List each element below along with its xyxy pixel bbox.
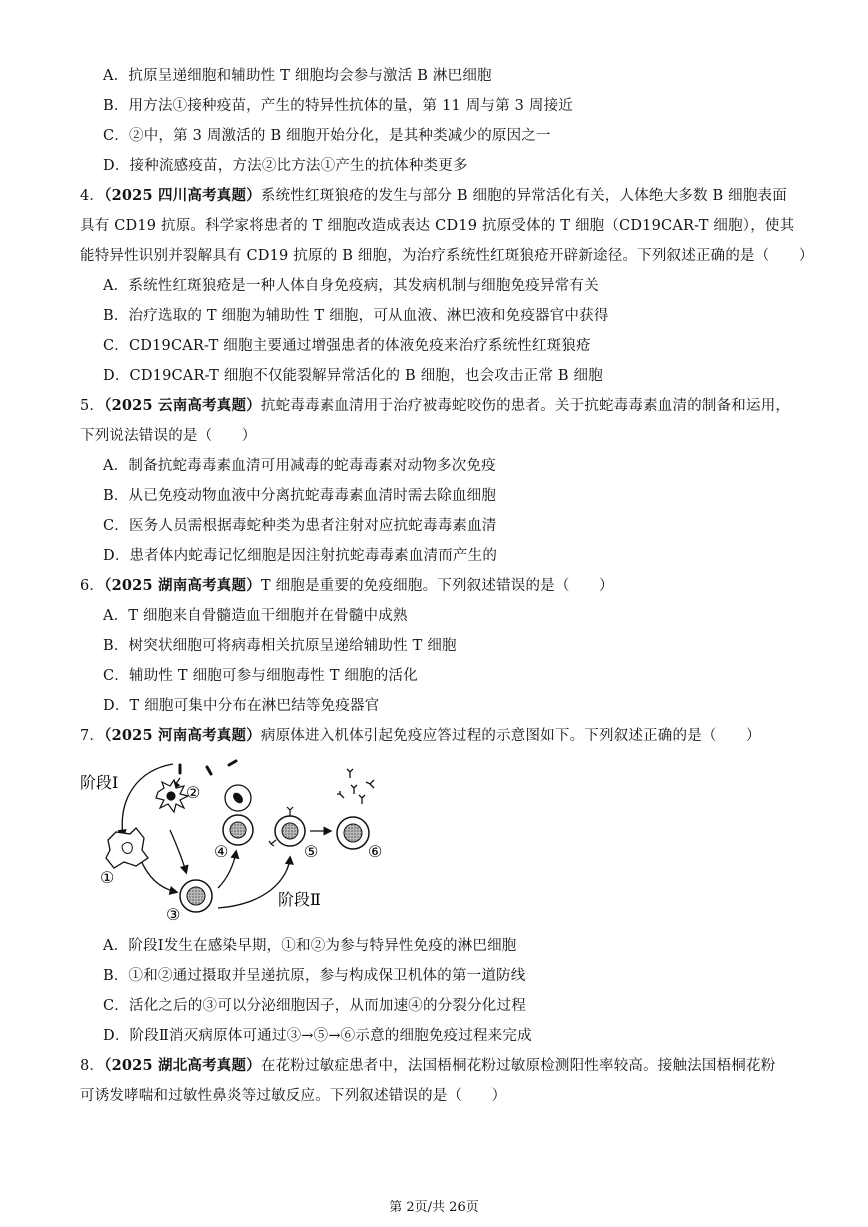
stem-text: 系统性红斑狼疮的发生与部分 B 细胞的异常活化有关，人体绝大多数 B 细胞表面 xyxy=(260,188,787,204)
q6-option-b: B．树突状细胞可将病毒相关抗原呈递给辅助性 T 细胞 xyxy=(103,638,457,654)
q6-option-c: C．辅助性 T 细胞可参与细胞毒性 T 细胞的活化 xyxy=(103,668,418,684)
q3-option-a: A．抗原呈递细胞和辅助性 T 细胞均会参与激活 B 淋巴细胞 xyxy=(103,68,492,84)
stem-text: 病原体进入机体引起免疫应答过程的示意图如下。下列叙述正确的是（ ） xyxy=(260,728,761,744)
question-number: 4． xyxy=(80,188,105,204)
q5-stem-line-2: 下列说法错误的是（ ） xyxy=(80,428,257,444)
question-number: 8． xyxy=(80,1058,105,1074)
stage-2-label: 阶段Ⅱ xyxy=(278,890,321,909)
q7-option-c: C．活化之后的③可以分泌细胞因子，从而加速④的分裂分化过程 xyxy=(103,998,526,1014)
q7-stem-line-1 xyxy=(80,726,761,746)
q5-option-d: D．患者体内蛇毒记忆细胞是因注射抗蛇毒毒素血清而产生的 xyxy=(103,548,498,564)
q6-stem-line-1 xyxy=(80,576,614,596)
memory-cell xyxy=(225,785,251,811)
label-4: ④ xyxy=(214,842,229,861)
b-cell-4 xyxy=(223,815,253,845)
dendritic-cell-2 xyxy=(156,780,188,812)
stem-text: 在花粉过敏症患者中，法国梧桐花粉过敏原检测阳性率较高。接触法国梧桐花粉 xyxy=(260,1058,776,1074)
q7-option-d: D．阶段Ⅱ消灭病原体可通过③→⑤→⑥示意的细胞免疫过程来完成 xyxy=(103,1028,532,1044)
q4-stem-line-1 xyxy=(80,186,787,206)
stage-1-label: 阶段Ⅰ xyxy=(80,773,119,792)
question-source: （2025 河南高考真题） xyxy=(104,727,261,744)
q4-stem-line-3: 能特异性识别并裂解具有 CD19 抗原的 B 细胞，为治疗系统性红斑狼疮开辟新途径。下列叙述正确的是（ ） xyxy=(80,248,814,264)
q4-option-c: C．CD19CAR-T 细胞主要通过增强患者的体液免疫来治疗系统性红斑狼疮 xyxy=(103,338,591,354)
question-number: 7． xyxy=(80,728,105,744)
label-2: ② xyxy=(186,783,201,802)
label-1: ① xyxy=(100,868,115,887)
q3-option-b: B．用方法①接种疫苗，产生的特异性抗体的量，第 11 周与第 3 周接近 xyxy=(103,98,573,114)
immune-response-diagram xyxy=(78,758,408,930)
stem-text: T 细胞是重要的免疫细胞。下列叙述错误的是（ ） xyxy=(260,578,614,594)
pathogen-fragments xyxy=(180,761,236,774)
plasma-cell-6 xyxy=(337,817,369,849)
q3-option-d: D．接种流感疫苗，方法②比方法①产生的抗体种类更多 xyxy=(103,158,468,174)
label-3: ③ xyxy=(166,905,181,924)
page-footer: 第 2页/共 26页 xyxy=(389,1200,479,1215)
label-5: ⑤ xyxy=(304,842,319,861)
question-source: （2025 四川高考真题） xyxy=(104,187,261,204)
label-6: ⑥ xyxy=(368,842,383,861)
q6-option-d: D．T 细胞可集中分布在淋巴结等免疫器官 xyxy=(103,698,380,714)
question-number: 6． xyxy=(80,578,105,594)
q4-option-b: B．治疗选取的 T 细胞为辅助性 T 细胞，可从血液、淋巴液和免疫器官中获得 xyxy=(103,308,609,324)
q5-option-c: C．医务人员需根据毒蛇种类为患者注射对应抗蛇毒毒素血清 xyxy=(103,518,497,534)
helper-t-cell-3 xyxy=(180,880,212,912)
question-source: （2025 云南高考真题） xyxy=(104,397,261,414)
q4-option-d: D．CD19CAR-T 细胞不仅能裂解异常活化的 B 细胞，也会攻击正常 B 细胞 xyxy=(103,368,603,384)
q3-option-c: C．②中，第 3 周激活的 B 细胞开始分化，是其种类减少的原因之一 xyxy=(103,128,551,144)
activated-b-cell-5 xyxy=(269,807,305,846)
question-source: （2025 湖北高考真题） xyxy=(104,1057,261,1074)
q6-option-a: A．T 细胞来自骨髓造血干细胞并在骨髓中成熟 xyxy=(103,608,408,624)
question-source: （2025 湖南高考真题） xyxy=(104,577,261,594)
antibodies xyxy=(337,769,374,804)
q4-option-a: A．系统性红斑狼疮是一种人体自身免疫病，其发病机制与细胞免疫异常有关 xyxy=(103,278,599,294)
q7-option-a: A．阶段Ⅰ发生在感染早期，①和②为参与特异性免疫的淋巴细胞 xyxy=(103,938,517,954)
q5-stem-line-1 xyxy=(80,396,790,416)
stem-text: 抗蛇毒毒素血清用于治疗被毒蛇咬伤的患者。关于抗蛇毒毒素血清的制备和运用， xyxy=(260,398,791,414)
q8-stem-line-1 xyxy=(80,1056,775,1076)
q8-stem-line-2: 可诱发哮喘和过敏性鼻炎等过敏反应。下列叙述错误的是（ ） xyxy=(80,1088,507,1104)
q4-stem-line-2: 具有 CD19 抗原。科学家将患者的 T 细胞改造成表达 CD19 抗原受体的 T 细胞（CD19CAR-T 细胞），使其 xyxy=(80,218,795,234)
q5-option-a: A．制备抗蛇毒毒素血清可用减毒的蛇毒毒素对动物多次免疫 xyxy=(103,458,496,474)
macrophage-cell-1 xyxy=(106,828,148,868)
question-number: 5． xyxy=(80,398,105,414)
q7-option-b: B．①和②通过摄取并呈递抗原，参与构成保卫机体的第一道防线 xyxy=(103,968,526,984)
q5-option-b: B．从已免疫动物血液中分离抗蛇毒毒素血清时需去除血细胞 xyxy=(103,488,497,504)
